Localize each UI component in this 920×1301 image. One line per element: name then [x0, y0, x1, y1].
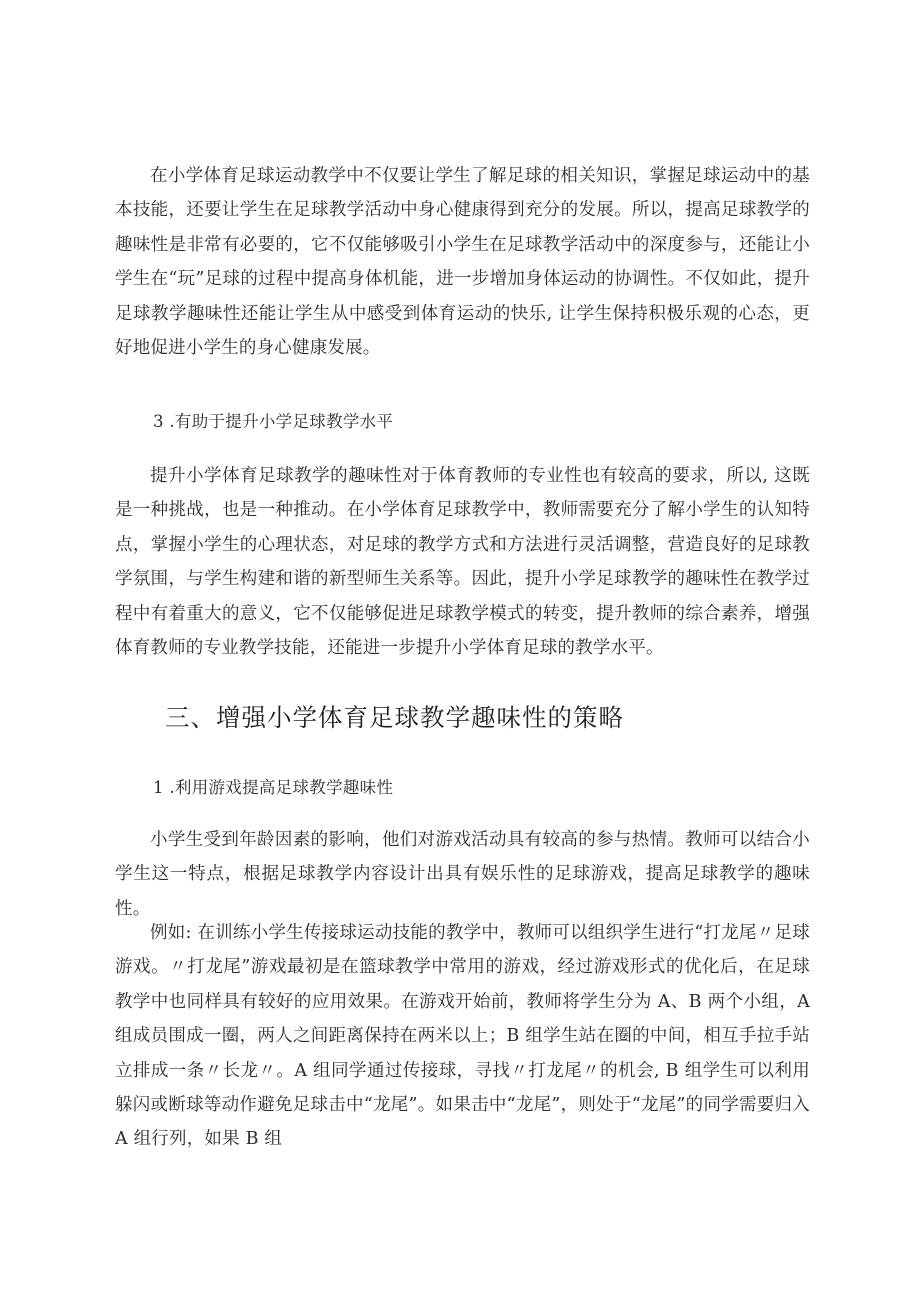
paragraph-games-intro: 小学生受到年龄因素的影响，他们对游戏活动具有较高的参与热情。教师可以结合小学生这一特点，根据足球教学内容设计出具有娱乐性的足球游戏，提高足球教学的趣味性。	[115, 830, 810, 919]
paragraph-importance-of-fun: 在小学体育足球运动教学中不仅要让学生了解足球的相关知识，掌握足球运动中的基本技能，还要让学生在足球教学活动中身心健康得到充分的发展。所以，提高足球教学的趣味性是非常有必要的，它不仅能够吸引小学生在足球教学活动中的深度参与，还能让小学生在“玩”足球的过程中提高身体机能，进一步增加身体运动的协调性。不仅如此，提升足球教学趣味性还能让学生从中感受到体育运动的快乐, 让学生保持积极乐观的心态，更好地促进小学生的身心健康发展。	[115, 166, 810, 359]
paragraph-dragon-tail-example: 例如: 在训练小学生传接球运动技能的教学中，教师可以组织学生进行“打龙尾〃足球游戏。〃打龙尾”游戏最初是在篮球教学中常用的游戏，经过游戏形式的优化后，在足球教学中也同样具有较好的应用效果。在游戏开始前，教师将学生分为 A、B 两个小组，A 组成员围成一圈，两人之间距离保持在两米以上；B 组学生站在圈的中间，相互手拉手站立排成一条〃长龙〃。A 组同学通过传接球，寻找〃打龙尾〃的机会, B 组学生可以利用躲闪或断球等动作避免足球击中“龙尾”。如果击中“龙尾”，则处于“龙尾”的同学需要归入 A 组行列，如果 B 组	[115, 923, 810, 1150]
paragraph-teacher-professionalism: 提升小学体育足球教学的趣味性对于体育教师的专业性也有较高的要求，所以, 这既是一种挑战，也是一种推动。在小学体育足球教学中，教师需要充分了解小学生的认知特点，掌握小学生的心理状态，对足球的教学方式和方法进行灵活调整，营造良好的足球教学氛围，与学生构建和谐的新型师生关系等。因此，提升小学足球教学的趣味性在教学过程中有着重大的意义，它不仅能够促进足球教学模式的转变，提升教师的综合素养，增强体育教师的专业教学技能，还能进一步提升小学体育足球的教学水平。	[115, 466, 810, 659]
section-heading-strategies: 三、增强小学体育足球教学趣味性的策略	[165, 703, 624, 732]
subheading-use-games: 1 .利用游戏提高足球教学趣味性	[153, 778, 394, 797]
subheading-improve-teaching-level: 3 .有助于提升小学足球教学水平	[153, 412, 394, 431]
